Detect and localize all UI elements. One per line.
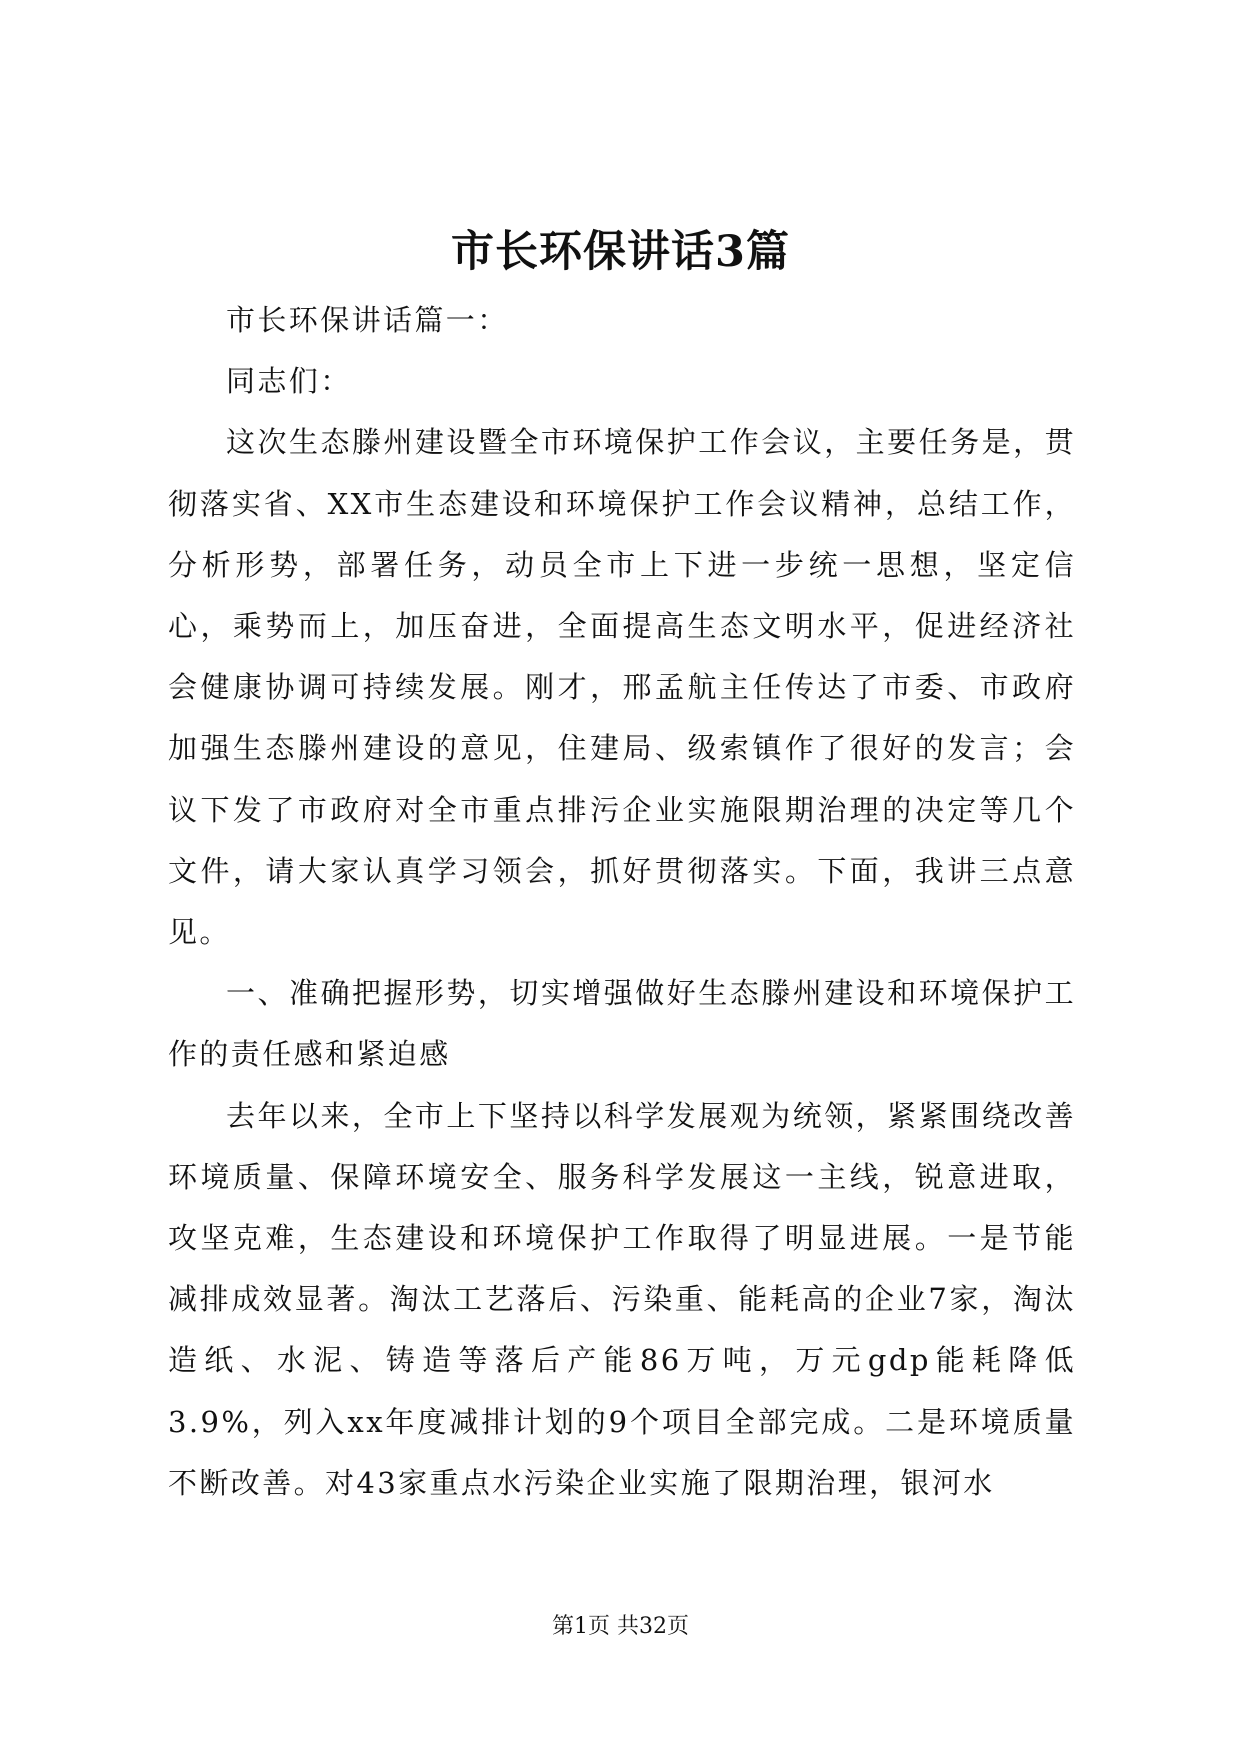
subheading-paragraph: 一、准确把握形势，切实增强做好生态滕州建设和环境保护工作的责任感和紧迫感	[168, 976, 1076, 1072]
body-paragraph: 这次生态滕州建设暨全市环境保护工作会议，主要任务是，贯彻落实省、XX市生态建设和环境保护工作会议精神，总结工作，分析形势，部署任务，动员全市上下进一步统一思想，坚定信心，乘势而上，加压奋进，全面提高生态文明水平，促进经济社会健康协调可持续发展。刚才，邢孟航主任传达了市委、市政府加强生态滕州建设的意见，住建局、级索镇作了很好的发言；会议下发了市政府对全市重点排污企业实施限期治理的决定等几个文件，请大家认真学习领会，抓好贯彻落实。下面，我讲三点意见。	[168, 425, 1076, 950]
document-title: 市长环保讲话3篇	[451, 227, 790, 277]
salutation: 同志们：	[226, 364, 352, 399]
section-heading: 市长环保讲话篇一：	[226, 303, 509, 337]
document-body	[168, 290, 1076, 1514]
body-paragraph: 去年以来，全市上下坚持以科学发展观为统领，紧紧围绕改善环境质量、保障环境安全、服务科学发展这一主线，锐意进取，攻坚克难，生态建设和环境保护工作取得了明显进展。一是节能减排成效显著。淘汰工艺落后、污染重、能耗高的企业7家，淘汰造纸、水泥、铸造等落后产能86万吨，万元gdp能耗降低3.9%，列入xx年度减排计划的9个项目全部完成。二是环境质量不断改善。对43家重点水污染企业实施了限期治理，银河水	[168, 1098, 1076, 1500]
page-footer: 第1页 共32页	[552, 1614, 689, 1639]
